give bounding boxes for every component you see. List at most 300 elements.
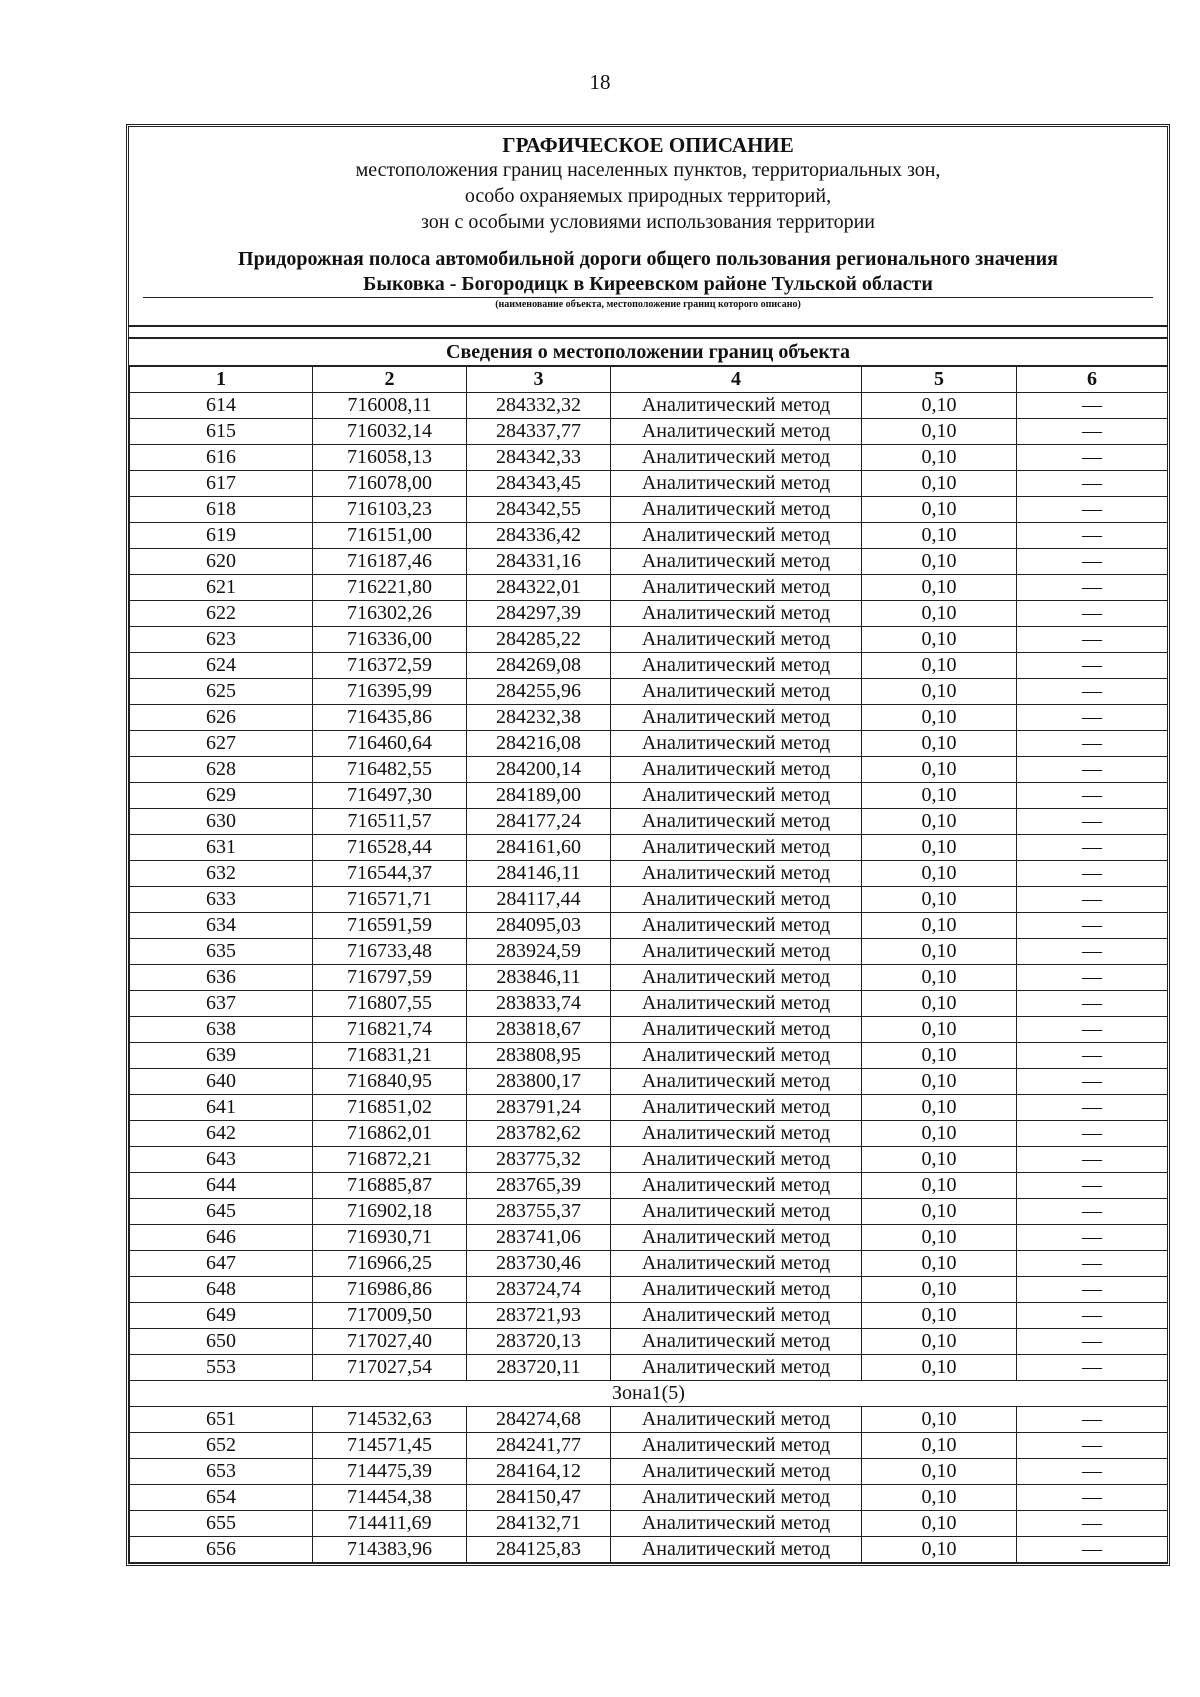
table-row	[130, 809, 1168, 835]
cell-method: Аналитический метод	[611, 1303, 862, 1329]
cell-method: Аналитический метод	[611, 1329, 862, 1355]
cell-method: Аналитический метод	[611, 991, 862, 1017]
cell-x-coordinate: 714532,63	[313, 1407, 467, 1433]
cell-description: —	[1017, 393, 1168, 419]
cell-description: —	[1017, 991, 1168, 1017]
cell-point-number: 642	[130, 1121, 313, 1147]
cell-point-number: 640	[130, 1069, 313, 1095]
cell-y-coordinate: 284274,68	[467, 1407, 611, 1433]
cell-x-coordinate: 716103,23	[313, 497, 467, 523]
cell-point-number: 616	[130, 445, 313, 471]
cell-description: —	[1017, 1355, 1168, 1381]
table-row	[130, 471, 1168, 497]
cell-accuracy: 0,10	[862, 861, 1017, 887]
cell-description: —	[1017, 627, 1168, 653]
cell-description: —	[1017, 549, 1168, 575]
cell-accuracy: 0,10	[862, 679, 1017, 705]
table-row	[130, 731, 1168, 757]
cell-y-coordinate: 283846,11	[467, 965, 611, 991]
cell-x-coordinate: 716497,30	[313, 783, 467, 809]
cell-y-coordinate: 284241,77	[467, 1433, 611, 1459]
cell-x-coordinate: 714454,38	[313, 1485, 467, 1511]
cell-accuracy: 0,10	[862, 1511, 1017, 1537]
table-row	[130, 861, 1168, 887]
cell-x-coordinate: 716395,99	[313, 679, 467, 705]
cell-point-number: 646	[130, 1225, 313, 1251]
cell-y-coordinate: 283720,13	[467, 1329, 611, 1355]
cell-y-coordinate: 284132,71	[467, 1511, 611, 1537]
cell-point-number: 636	[130, 965, 313, 991]
cell-point-number: 649	[130, 1303, 313, 1329]
table-row	[130, 497, 1168, 523]
cell-y-coordinate: 284343,45	[467, 471, 611, 497]
cell-description: —	[1017, 523, 1168, 549]
cell-y-coordinate: 283741,06	[467, 1225, 611, 1251]
cell-method: Аналитический метод	[611, 627, 862, 653]
cell-x-coordinate: 716986,86	[313, 1277, 467, 1303]
cell-description: —	[1017, 939, 1168, 965]
column-header: 2	[313, 366, 467, 393]
cell-x-coordinate: 714383,96	[313, 1537, 467, 1563]
cell-description: —	[1017, 1407, 1168, 1433]
cell-y-coordinate: 284331,16	[467, 549, 611, 575]
cell-y-coordinate: 283765,39	[467, 1173, 611, 1199]
cell-method: Аналитический метод	[611, 549, 862, 575]
cell-accuracy: 0,10	[862, 1459, 1017, 1485]
cell-x-coordinate: 716302,26	[313, 601, 467, 627]
cell-method: Аналитический метод	[611, 1511, 862, 1537]
cell-accuracy: 0,10	[862, 445, 1017, 471]
cell-description: —	[1017, 1225, 1168, 1251]
table-row	[130, 757, 1168, 783]
cell-x-coordinate: 714571,45	[313, 1433, 467, 1459]
cell-y-coordinate: 284269,08	[467, 653, 611, 679]
cell-x-coordinate: 716902,18	[313, 1199, 467, 1225]
table-row	[130, 1069, 1168, 1095]
cell-description: —	[1017, 1537, 1168, 1563]
cell-method: Аналитический метод	[611, 471, 862, 497]
cell-x-coordinate: 716797,59	[313, 965, 467, 991]
cell-y-coordinate: 283755,37	[467, 1199, 611, 1225]
table-row	[130, 1147, 1168, 1173]
table-row	[130, 965, 1168, 991]
cell-point-number: 650	[130, 1329, 313, 1355]
cell-point-number: 630	[130, 809, 313, 835]
table-row	[130, 523, 1168, 549]
cell-y-coordinate: 283721,93	[467, 1303, 611, 1329]
cell-accuracy: 0,10	[862, 1277, 1017, 1303]
page-number: 18	[589, 70, 611, 94]
cell-description: —	[1017, 471, 1168, 497]
cell-method: Аналитический метод	[611, 1199, 862, 1225]
cell-x-coordinate: 716435,86	[313, 705, 467, 731]
cell-method: Аналитический метод	[611, 757, 862, 783]
cell-x-coordinate: 717009,50	[313, 1303, 467, 1329]
cell-method: Аналитический метод	[611, 1095, 862, 1121]
cell-x-coordinate: 716032,14	[313, 419, 467, 445]
cell-method: Аналитический метод	[611, 939, 862, 965]
section-title: Сведения о местоположении границ объекта	[129, 337, 1167, 365]
cell-description: —	[1017, 835, 1168, 861]
cell-description: —	[1017, 575, 1168, 601]
cell-point-number: 643	[130, 1147, 313, 1173]
table-header-row	[130, 366, 1168, 393]
cell-description: —	[1017, 1303, 1168, 1329]
subtitle-line-3: зон с особыми условиями использования территории	[420, 211, 876, 233]
table-row	[130, 1251, 1168, 1277]
cell-y-coordinate: 284232,38	[467, 705, 611, 731]
table-row	[130, 705, 1168, 731]
cell-accuracy: 0,10	[862, 809, 1017, 835]
cell-description: —	[1017, 965, 1168, 991]
cell-accuracy: 0,10	[862, 1407, 1017, 1433]
cell-y-coordinate: 283833,74	[467, 991, 611, 1017]
cell-point-number: 652	[130, 1433, 313, 1459]
cell-x-coordinate: 716821,74	[313, 1017, 467, 1043]
table-row	[130, 1511, 1168, 1537]
cell-accuracy: 0,10	[862, 1355, 1017, 1381]
cell-method: Аналитический метод	[611, 601, 862, 627]
cell-accuracy: 0,10	[862, 497, 1017, 523]
column-header: 5	[862, 366, 1017, 393]
cell-point-number: 628	[130, 757, 313, 783]
table-row	[130, 1121, 1168, 1147]
table-row	[130, 549, 1168, 575]
cell-description: —	[1017, 1459, 1168, 1485]
cell-description: —	[1017, 1043, 1168, 1069]
cell-method: Аналитический метод	[611, 1147, 862, 1173]
cell-y-coordinate: 283924,59	[467, 939, 611, 965]
cell-point-number: 622	[130, 601, 313, 627]
cell-accuracy: 0,10	[862, 887, 1017, 913]
table-row	[130, 419, 1168, 445]
cell-point-number: 634	[130, 913, 313, 939]
cell-x-coordinate: 716872,21	[313, 1147, 467, 1173]
cell-method: Аналитический метод	[611, 731, 862, 757]
cell-accuracy: 0,10	[862, 913, 1017, 939]
cell-method: Аналитический метод	[611, 575, 862, 601]
table-row	[130, 1355, 1168, 1381]
cell-description: —	[1017, 1069, 1168, 1095]
cell-y-coordinate: 284189,00	[467, 783, 611, 809]
coordinates-table	[129, 365, 1168, 1563]
cell-method: Аналитический метод	[611, 1433, 862, 1459]
cell-x-coordinate: 716733,48	[313, 939, 467, 965]
cell-x-coordinate: 716221,80	[313, 575, 467, 601]
cell-description: —	[1017, 1277, 1168, 1303]
cell-accuracy: 0,10	[862, 419, 1017, 445]
cell-y-coordinate: 284342,55	[467, 497, 611, 523]
cell-y-coordinate: 284337,77	[467, 419, 611, 445]
zone-label: Зона1(5)	[130, 1381, 1168, 1407]
table-row	[130, 887, 1168, 913]
cell-point-number: 639	[130, 1043, 313, 1069]
cell-description: —	[1017, 1173, 1168, 1199]
table-row	[130, 1173, 1168, 1199]
table-row	[130, 393, 1168, 419]
cell-accuracy: 0,10	[862, 1147, 1017, 1173]
cell-y-coordinate: 283720,11	[467, 1355, 611, 1381]
cell-point-number: 655	[130, 1511, 313, 1537]
table-row	[130, 991, 1168, 1017]
cell-description: —	[1017, 1121, 1168, 1147]
cell-x-coordinate: 716851,02	[313, 1095, 467, 1121]
cell-description: —	[1017, 679, 1168, 705]
cell-description: —	[1017, 1017, 1168, 1043]
cell-y-coordinate: 284146,11	[467, 861, 611, 887]
cell-method: Аналитический метод	[611, 419, 862, 445]
cell-accuracy: 0,10	[862, 1485, 1017, 1511]
cell-point-number: 654	[130, 1485, 313, 1511]
cell-y-coordinate: 284297,39	[467, 601, 611, 627]
cell-x-coordinate: 716544,37	[313, 861, 467, 887]
cell-point-number: 618	[130, 497, 313, 523]
cell-point-number: 648	[130, 1277, 313, 1303]
cell-point-number: 645	[130, 1199, 313, 1225]
cell-description: —	[1017, 1329, 1168, 1355]
cell-method: Аналитический метод	[611, 913, 862, 939]
cell-y-coordinate: 284332,32	[467, 393, 611, 419]
table-row	[130, 1433, 1168, 1459]
table-row	[130, 601, 1168, 627]
cell-accuracy: 0,10	[862, 1329, 1017, 1355]
cell-description: —	[1017, 809, 1168, 835]
table-row	[130, 1043, 1168, 1069]
cell-y-coordinate: 283775,32	[467, 1147, 611, 1173]
table-row	[130, 653, 1168, 679]
cell-method: Аналитический метод	[611, 705, 862, 731]
table-row	[130, 627, 1168, 653]
cell-y-coordinate: 283724,74	[467, 1277, 611, 1303]
cell-description: —	[1017, 1511, 1168, 1537]
cell-point-number: 656	[130, 1537, 313, 1563]
cell-method: Аналитический метод	[611, 1225, 862, 1251]
cell-y-coordinate: 283730,46	[467, 1251, 611, 1277]
cell-method: Аналитический метод	[611, 1459, 862, 1485]
cell-description: —	[1017, 1433, 1168, 1459]
cell-point-number: 653	[130, 1459, 313, 1485]
cell-accuracy: 0,10	[862, 1199, 1017, 1225]
cell-x-coordinate: 716966,25	[313, 1251, 467, 1277]
cell-accuracy: 0,10	[862, 1251, 1017, 1277]
cell-point-number: 644	[130, 1173, 313, 1199]
cell-accuracy: 0,10	[862, 1225, 1017, 1251]
cell-point-number: 620	[130, 549, 313, 575]
cell-accuracy: 0,10	[862, 1173, 1017, 1199]
cell-method: Аналитический метод	[611, 1069, 862, 1095]
cell-description: —	[1017, 731, 1168, 757]
cell-description: —	[1017, 757, 1168, 783]
cell-accuracy: 0,10	[862, 523, 1017, 549]
cell-x-coordinate: 716058,13	[313, 445, 467, 471]
cell-method: Аналитический метод	[611, 783, 862, 809]
cell-point-number: 651	[130, 1407, 313, 1433]
table-row	[130, 783, 1168, 809]
cell-description: —	[1017, 913, 1168, 939]
cell-x-coordinate: 716372,59	[313, 653, 467, 679]
cell-accuracy: 0,10	[862, 1303, 1017, 1329]
cell-y-coordinate: 283800,17	[467, 1069, 611, 1095]
cell-method: Аналитический метод	[611, 887, 862, 913]
cell-point-number: 614	[130, 393, 313, 419]
cell-description: —	[1017, 783, 1168, 809]
cell-description: —	[1017, 1199, 1168, 1225]
header-block	[129, 127, 1167, 327]
cell-x-coordinate: 716591,59	[313, 913, 467, 939]
table-row	[130, 1225, 1168, 1251]
subtitle-line-2: особо охраняемых природных территорий,	[464, 185, 832, 207]
cell-x-coordinate: 716460,64	[313, 731, 467, 757]
cell-method: Аналитический метод	[611, 393, 862, 419]
cell-accuracy: 0,10	[862, 1537, 1017, 1563]
cell-y-coordinate: 284177,24	[467, 809, 611, 835]
cell-accuracy: 0,10	[862, 1043, 1017, 1069]
cell-point-number: 647	[130, 1251, 313, 1277]
cell-y-coordinate: 284216,08	[467, 731, 611, 757]
table-row	[130, 913, 1168, 939]
cell-y-coordinate: 283782,62	[467, 1121, 611, 1147]
cell-point-number: 619	[130, 523, 313, 549]
cell-point-number: 635	[130, 939, 313, 965]
cell-method: Аналитический метод	[611, 1173, 862, 1199]
cell-accuracy: 0,10	[862, 731, 1017, 757]
table-row	[130, 939, 1168, 965]
object-name-line-2: Быковка - Богородицк в Киреевском районе Тульской области	[143, 272, 1153, 298]
column-header: 4	[611, 366, 862, 393]
cell-method: Аналитический метод	[611, 809, 862, 835]
cell-point-number: 627	[130, 731, 313, 757]
cell-method: Аналитический метод	[611, 1043, 862, 1069]
table-row	[130, 1459, 1168, 1485]
table-row	[130, 1277, 1168, 1303]
cell-point-number: 629	[130, 783, 313, 809]
cell-point-number: 617	[130, 471, 313, 497]
column-header: 6	[1017, 366, 1168, 393]
cell-accuracy: 0,10	[862, 1121, 1017, 1147]
cell-description: —	[1017, 861, 1168, 887]
cell-y-coordinate: 284125,83	[467, 1537, 611, 1563]
object-name-caption: (наименование объекта, местоположение границ которого описано)	[495, 299, 801, 310]
cell-accuracy: 0,10	[862, 1433, 1017, 1459]
cell-description: —	[1017, 1485, 1168, 1511]
cell-method: Аналитический метод	[611, 965, 862, 991]
cell-point-number: 633	[130, 887, 313, 913]
cell-x-coordinate: 716482,55	[313, 757, 467, 783]
cell-method: Аналитический метод	[611, 445, 862, 471]
cell-accuracy: 0,10	[862, 1069, 1017, 1095]
cell-x-coordinate: 716571,71	[313, 887, 467, 913]
cell-point-number: 623	[130, 627, 313, 653]
cell-method: Аналитический метод	[611, 1017, 862, 1043]
cell-accuracy: 0,10	[862, 575, 1017, 601]
cell-accuracy: 0,10	[862, 601, 1017, 627]
cell-x-coordinate: 716885,87	[313, 1173, 467, 1199]
cell-x-coordinate: 716511,57	[313, 809, 467, 835]
cell-x-coordinate: 716862,01	[313, 1121, 467, 1147]
cell-point-number: 625	[130, 679, 313, 705]
cell-x-coordinate: 714411,69	[313, 1511, 467, 1537]
subtitle-line-1: местоположения границ населенных пунктов, территориальных зон,	[355, 159, 941, 181]
table-row	[130, 1537, 1168, 1563]
cell-description: —	[1017, 1251, 1168, 1277]
cell-x-coordinate: 716930,71	[313, 1225, 467, 1251]
cell-accuracy: 0,10	[862, 471, 1017, 497]
cell-x-coordinate: 716078,00	[313, 471, 467, 497]
cell-method: Аналитический метод	[611, 1537, 862, 1563]
cell-accuracy: 0,10	[862, 939, 1017, 965]
cell-method: Аналитический метод	[611, 861, 862, 887]
cell-accuracy: 0,10	[862, 835, 1017, 861]
cell-accuracy: 0,10	[862, 783, 1017, 809]
cell-accuracy: 0,10	[862, 705, 1017, 731]
document-frame	[126, 124, 1170, 1566]
cell-description: —	[1017, 497, 1168, 523]
cell-method: Аналитический метод	[611, 523, 862, 549]
table-body-part1	[130, 393, 1168, 1381]
table-row	[130, 1017, 1168, 1043]
cell-method: Аналитический метод	[611, 1485, 862, 1511]
cell-method: Аналитический метод	[611, 497, 862, 523]
cell-point-number: 638	[130, 1017, 313, 1043]
object-name-line-1: Придорожная полоса автомобильной дороги общего пользования регионального значения	[238, 248, 1058, 270]
cell-point-number: 626	[130, 705, 313, 731]
cell-x-coordinate: 716187,46	[313, 549, 467, 575]
cell-y-coordinate: 284322,01	[467, 575, 611, 601]
cell-accuracy: 0,10	[862, 1017, 1017, 1043]
cell-method: Аналитический метод	[611, 1407, 862, 1433]
cell-x-coordinate: 716807,55	[313, 991, 467, 1017]
cell-method: Аналитический метод	[611, 1251, 862, 1277]
cell-description: —	[1017, 653, 1168, 679]
cell-point-number: 637	[130, 991, 313, 1017]
cell-method: Аналитический метод	[611, 1121, 862, 1147]
cell-accuracy: 0,10	[862, 1095, 1017, 1121]
cell-method: Аналитический метод	[611, 1355, 862, 1381]
cell-x-coordinate: 717027,40	[313, 1329, 467, 1355]
cell-description: —	[1017, 419, 1168, 445]
cell-x-coordinate: 714475,39	[313, 1459, 467, 1485]
table-row	[130, 445, 1168, 471]
cell-point-number: 553	[130, 1355, 313, 1381]
cell-y-coordinate: 284117,44	[467, 887, 611, 913]
cell-accuracy: 0,10	[862, 991, 1017, 1017]
zone-row	[130, 1381, 1168, 1407]
cell-y-coordinate: 283808,95	[467, 1043, 611, 1069]
cell-y-coordinate: 284095,03	[467, 913, 611, 939]
column-header: 3	[467, 366, 611, 393]
cell-method: Аналитический метод	[611, 653, 862, 679]
table-row	[130, 1485, 1168, 1511]
cell-y-coordinate: 283818,67	[467, 1017, 611, 1043]
cell-accuracy: 0,10	[862, 393, 1017, 419]
cell-y-coordinate: 284150,47	[467, 1485, 611, 1511]
table-row	[130, 1095, 1168, 1121]
cell-x-coordinate: 716151,00	[313, 523, 467, 549]
cell-y-coordinate: 284255,96	[467, 679, 611, 705]
table-row	[130, 1407, 1168, 1433]
table-body-part2	[130, 1407, 1168, 1563]
cell-description: —	[1017, 887, 1168, 913]
cell-accuracy: 0,10	[862, 653, 1017, 679]
cell-method: Аналитический метод	[611, 835, 862, 861]
cell-y-coordinate: 284161,60	[467, 835, 611, 861]
cell-y-coordinate: 284200,14	[467, 757, 611, 783]
cell-x-coordinate: 716008,11	[313, 393, 467, 419]
cell-x-coordinate: 717027,54	[313, 1355, 467, 1381]
cell-accuracy: 0,10	[862, 757, 1017, 783]
table-row	[130, 835, 1168, 861]
cell-method: Аналитический метод	[611, 679, 862, 705]
